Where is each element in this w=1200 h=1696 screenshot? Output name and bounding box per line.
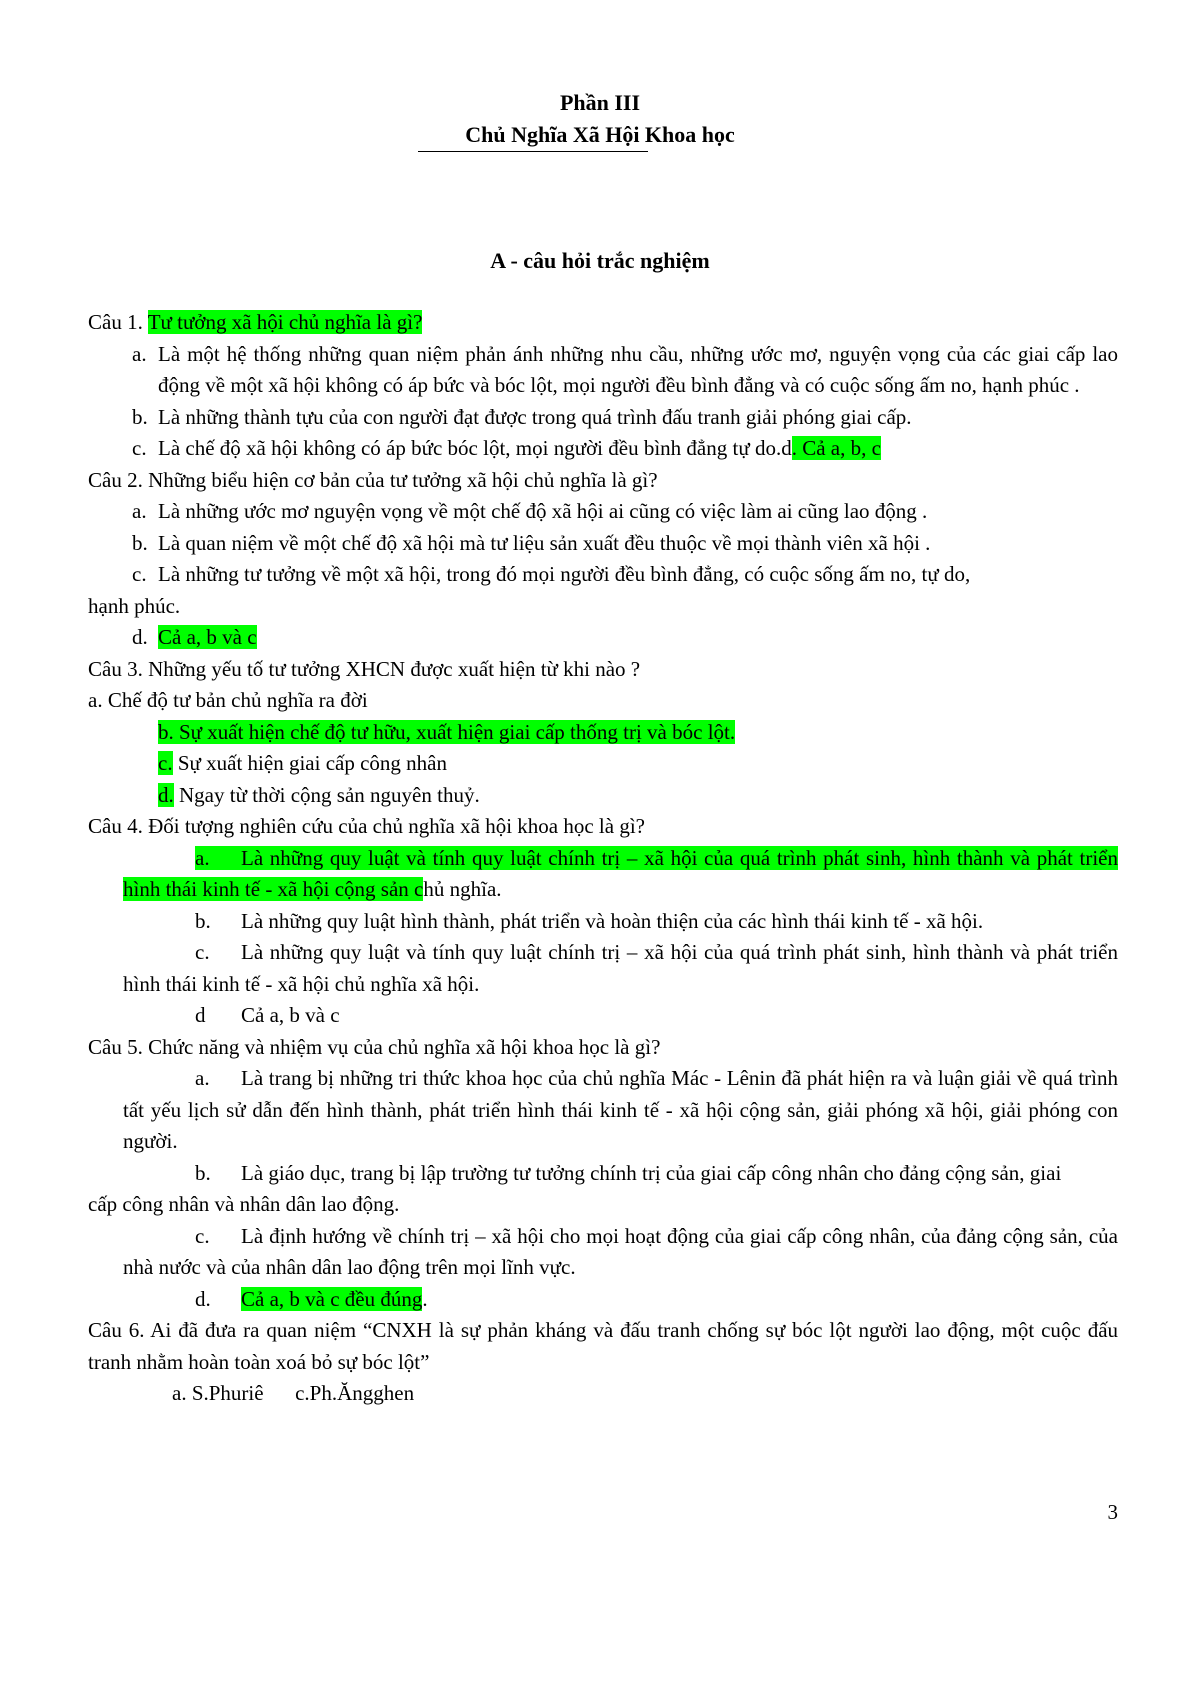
q5-option-b: b. Là giáo dục, trang bị lập trường tư tưởng chính trị của giai cấp công nhân cho đảng cộng sản, giai <box>195 1160 1062 1185</box>
q3-question: Câu 3. Những yếu tố tư tưởng XHCN được xuất hiện từ khi nào ? <box>88 656 641 681</box>
q1-option-b: b. Là những thành tựu của con người đạt được trong quá trình đấu tranh giải phóng giai cấp. <box>132 404 912 429</box>
q5-option-b-continuation: cấp công nhân và nhân dân lao động. <box>88 1192 400 1216</box>
q1-answer-highlight: . Cả a, b, c <box>791 436 881 460</box>
q2-question: Câu 2. Những biểu hiện cơ bản của tư tưởng xã hội chủ nghĩa là gì? <box>88 467 658 492</box>
q2-option-c-continuation: hạnh phúc. <box>88 593 181 618</box>
q4-option-c: c. Là những quy luật và tính quy luật chính trị – xã hội của quá trình phát sinh, hình thành và phát triển hình thái kinh tế - xã hội chủ nghĩa xã hội. <box>123 940 1118 996</box>
q4-option-d: d Cả a, b và c <box>195 1003 340 1027</box>
q6-options: a. S.Phuriê c.Ph.Ăngghen <box>172 1381 415 1405</box>
q4-question: Câu 4. Đối tượng nghiên cứu của chủ nghĩa xã hội khoa học là gì? <box>88 814 645 838</box>
q3-option-c: c. Sự xuất hiện giai cấp công nhân <box>158 751 447 775</box>
q5-option-c: c. Là định hướng về chính trị – xã hội cho mọi hoạt động của giai cấp công nhân, của đảng cộng sản, của nhà nước và của nhân dân lao động trên mọi lĩnh vực. <box>123 1223 1118 1279</box>
q1-option-c: c. Là chế độ xã hội không có áp bức bóc lột, mọi người đều bình đẳng tự do.d. Cả a, b, c <box>132 436 881 460</box>
q2-answer-highlight: Cả a, b và c <box>158 625 257 649</box>
page-number: 3 <box>1107 1500 1118 1524</box>
part-title: Phần III <box>559 90 641 115</box>
q3-answer-highlight-d: d. <box>158 782 174 807</box>
q1-option-a: a. Là một hệ thống những quan niệm phản ánh những nhu cầu, những ước mơ, nguyện vọng của các giai cấp lao động về một xã hội không có áp bức và bóc lột, mọi người đều bình đẳng và có cuộc sống ấm no, hạnh phúc . <box>132 341 1118 397</box>
q5-option-a: a. Là trang bị những tri thức khoa học của chủ nghĩa Mác - Lênin đã phát hiện ra và luận giải về quá trình tất yếu lịch sử dẫn đến hình thành, phát triển hình thái kinh tế - xã hội cộng sản, giải phóng xã hội, giải phóng con người. <box>123 1066 1118 1153</box>
q3-option-d: d. Ngay từ thời cộng sản nguyên thuỷ. <box>158 782 480 807</box>
q2-option-c: c. Là những tư tưởng về một xã hội, trong đó mọi người đều bình đẳng, có cuộc sống ấm no, tự do, <box>132 562 971 586</box>
q3-option-b <box>88 717 1118 749</box>
q5-answer-highlight: Cả a, b và c đều đúng <box>241 1286 423 1311</box>
q3-answer-highlight-b: b. Sự xuất hiện chế độ tư hữu, xuất hiện giai cấp thống trị và bóc lột. <box>158 719 736 744</box>
subject-title: Chủ Nghĩa Xã Hội Khoa học <box>465 122 735 147</box>
q2-option-b: b. Là quan niệm về một chế độ xã hội mà tư liệu sản xuất đều thuộc về mọi thành viên xã hội . <box>132 530 931 555</box>
q1-question: Câu 1. Tư tưởng xã hội chủ nghĩa là gì? <box>88 310 423 334</box>
q4-answer-highlight: a. Là những quy luật và tính quy luật chính trị – xã hội của quá trình phát sinh, hình thành và phát triển hình thái kinh tế - xã hội cộng sản c <box>123 845 1118 901</box>
question-list <box>88 307 1118 1410</box>
q5-option-d: d. Cả a, b và c đều đúng. <box>195 1286 428 1311</box>
q3-answer-highlight-c: c. <box>158 751 173 775</box>
q5-question: Câu 5. Chức năng và nhiệm vụ của chủ nghĩa xã hội khoa học là gì? <box>88 1034 661 1059</box>
q4-option-a: a. Là những quy luật và tính quy luật chính trị – xã hội của quá trình phát sinh, hình thành và phát triển hình thái kinh tế - xã hội cộng sản chủ nghĩa. <box>123 845 1118 901</box>
q6-question: Câu 6. Ai đã đưa ra quan niệm “CNXH là sự phản kháng và đấu tranh chống sự bóc lột người lao động, một cuộc đấu tranh nhằm hoàn toàn xoá bỏ sự bóc lột” <box>88 1318 1119 1374</box>
q3-option-a: a. Chế độ tư bản chủ nghĩa ra đời <box>88 688 368 712</box>
subject-underline <box>418 151 648 152</box>
q2-option-d: d. Cả a, b và c <box>132 625 257 649</box>
section-heading: A - câu hỏi trắc nghiệm <box>490 248 710 273</box>
q2-option-a: a. Là những ước mơ nguyện vọng về một chế độ xã hội ai cũng có việc làm ai cũng lao động . <box>132 499 928 523</box>
q4-option-b: b. Là những quy luật hình thành, phát triển và hoàn thiện của các hình thái kinh tế - xã hội. <box>195 908 984 933</box>
